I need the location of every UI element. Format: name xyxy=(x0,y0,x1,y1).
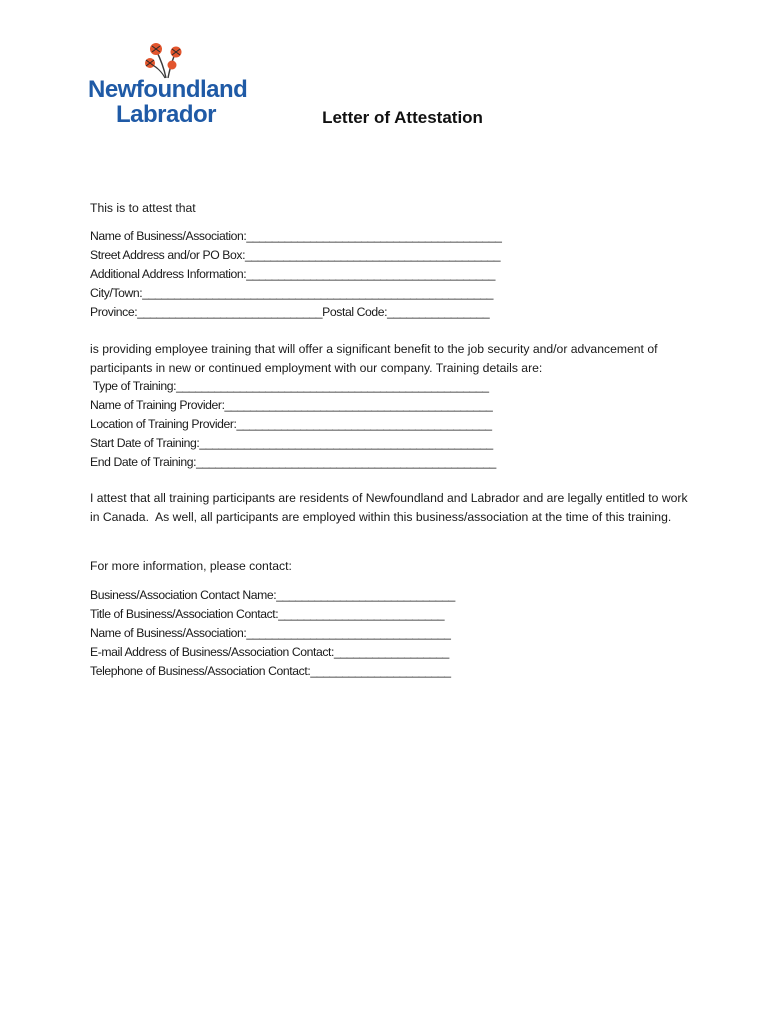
attestation-statement: I attest that all training participants are residents of Newfoundland and Labrador and are legally entitled to work in Canada. As well, all participants are employed within this business/association at the time of this training. xyxy=(90,491,691,524)
training-start-date-field[interactable]: Start Date of Training:______________________________________________ xyxy=(90,436,493,450)
training-location-field[interactable]: Location of Training Provider:________________________________________ xyxy=(90,417,492,431)
training-end-date-field[interactable]: End Date of Training:_______________________________________________ xyxy=(90,455,496,469)
intro-text: This is to attest that xyxy=(90,201,196,215)
contact-telephone-field[interactable]: Telephone of Business/Association Contact:______________________ xyxy=(90,664,451,678)
contact-intro-text: For more information, please contact: xyxy=(90,559,292,573)
training-intro-paragraph: is providing employee training that will offer a significant benefit to the job security and/or advancement of participants in new or continued employment with our company. Training details are: xyxy=(90,342,658,375)
type-of-training-field[interactable]: Type of Training:_________________________________________________ xyxy=(90,379,489,393)
address-fields xyxy=(90,227,690,322)
street-address-field[interactable]: Street Address and/or PO Box:________________________________________ xyxy=(90,248,501,262)
page-title: Letter of Attestation xyxy=(322,108,483,127)
logo-line1: Newfoundland xyxy=(88,76,248,103)
logo-line2: Labrador xyxy=(116,101,217,128)
contact-email-field[interactable]: E-mail Address of Business/Association Contact:__________________ xyxy=(90,645,449,659)
contact-name-field[interactable]: Business/Association Contact Name:____________________________ xyxy=(90,588,455,602)
city-town-field[interactable]: City/Town:_______________________________________________________ xyxy=(90,286,494,300)
contact-fields xyxy=(90,586,690,681)
training-provider-field[interactable]: Name of Training Provider:__________________________________________ xyxy=(90,398,493,412)
contact-title-field[interactable]: Title of Business/Association Contact:__________________________ xyxy=(90,607,445,621)
contact-business-name-field[interactable]: Name of Business/Association:________________________________ xyxy=(90,626,451,640)
province-postal-field[interactable]: Province:_____________________________Postal Code:________________ xyxy=(90,305,490,319)
training-fields xyxy=(90,377,690,472)
additional-address-field[interactable]: Additional Address Information:_______________________________________ xyxy=(90,267,496,281)
business-name-field[interactable]: Name of Business/Association:________________________________________ xyxy=(90,229,502,243)
